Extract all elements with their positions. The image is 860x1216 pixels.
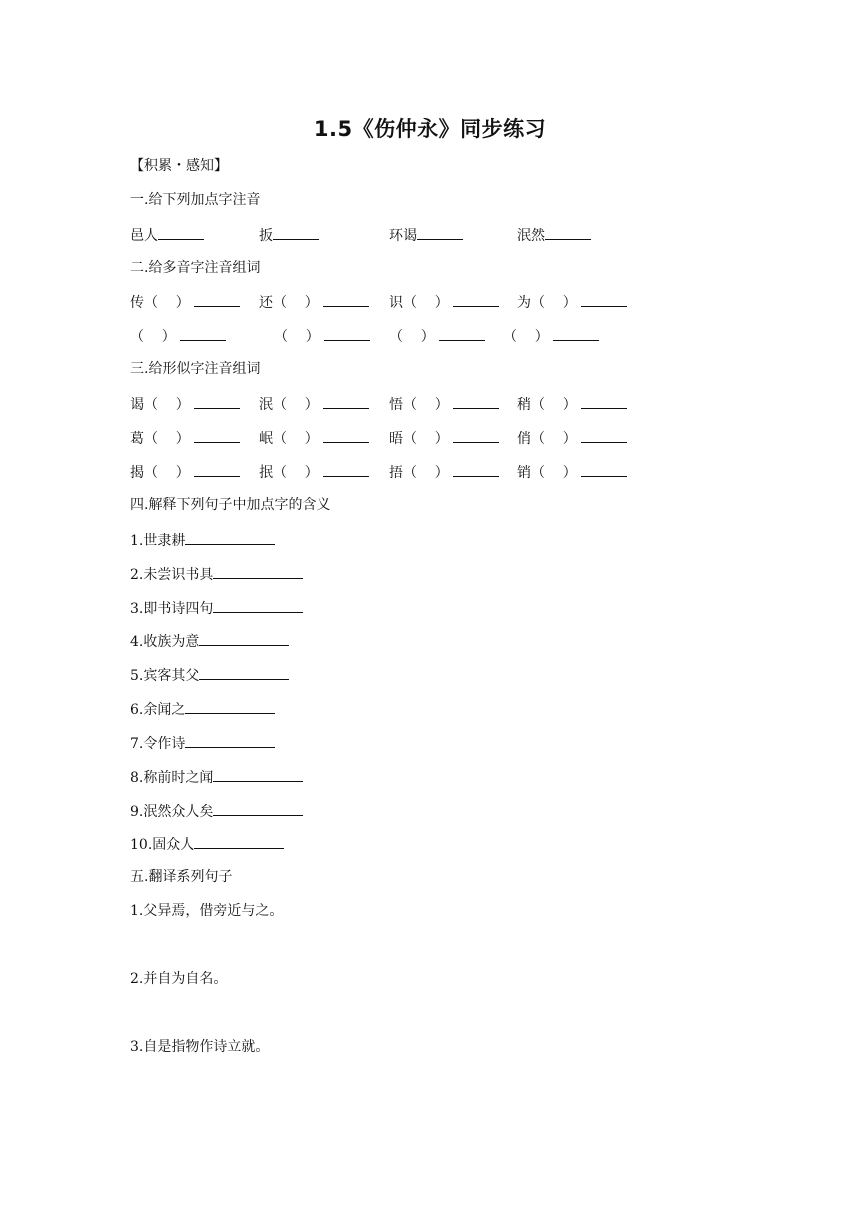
q2-item: 还（ ） bbox=[259, 292, 369, 312]
answer-blank[interactable] bbox=[453, 292, 499, 307]
answer-blank[interactable] bbox=[185, 733, 275, 748]
answer-blank[interactable] bbox=[194, 462, 240, 477]
answer-blank[interactable] bbox=[213, 598, 303, 613]
answer-blank[interactable] bbox=[545, 225, 591, 240]
q3-item: 晤（ ） bbox=[389, 428, 499, 448]
q2-item: 为（ ） bbox=[517, 292, 627, 312]
q4-item: 2.未尝识书具 bbox=[130, 564, 303, 584]
q2-heading: 二.给多音字注音组词 bbox=[130, 260, 261, 276]
q4-heading: 四.解释下列句子中加点字的含义 bbox=[130, 497, 331, 513]
q4-item: 9.泯然众人矣 bbox=[130, 801, 303, 821]
answer-blank[interactable] bbox=[199, 665, 289, 680]
answer-blank[interactable] bbox=[194, 428, 240, 443]
q3-item: 抿（ ） bbox=[259, 462, 369, 482]
answer-blank[interactable] bbox=[453, 394, 499, 409]
q3-item: 稍（ ） bbox=[517, 394, 627, 414]
answer-blank[interactable] bbox=[417, 225, 463, 240]
q5-item: 3.自是指物作诗立就。 bbox=[130, 1039, 270, 1055]
q2-item: 识（ ） bbox=[389, 292, 499, 312]
q2-item: 传（ ） bbox=[130, 292, 240, 312]
q5-item: 1.父异焉，借旁近与之。 bbox=[130, 903, 284, 919]
answer-blank[interactable] bbox=[323, 292, 369, 307]
q1-item: 环谒 bbox=[389, 225, 463, 245]
answer-blank[interactable] bbox=[453, 428, 499, 443]
q4-item: 1.世隶耕 bbox=[130, 530, 275, 550]
q4-item: 5.宾客其父 bbox=[130, 665, 289, 685]
page-title: 1.5《伤仲永》同步练习 bbox=[313, 117, 547, 141]
q5-item: 2.并自为自名。 bbox=[130, 971, 228, 987]
q3-item: 俏（ ） bbox=[517, 428, 627, 448]
answer-blank[interactable] bbox=[439, 326, 485, 341]
q3-heading: 三.给形似字注音组词 bbox=[130, 361, 261, 377]
answer-blank[interactable] bbox=[213, 801, 303, 816]
answer-blank[interactable] bbox=[553, 326, 599, 341]
q4-item: 8.称前时之闻 bbox=[130, 767, 303, 787]
answer-blank[interactable] bbox=[213, 767, 303, 782]
q3-item: 销（ ） bbox=[517, 462, 627, 482]
q2-item-second: （ ） bbox=[389, 326, 485, 346]
section-label: 【积累・感知】 bbox=[130, 158, 228, 174]
answer-blank[interactable] bbox=[158, 225, 204, 240]
answer-blank[interactable] bbox=[581, 292, 627, 307]
answer-blank[interactable] bbox=[180, 326, 226, 341]
q3-item: 揭（ ） bbox=[130, 462, 240, 482]
q3-item: 谒（ ） bbox=[130, 394, 240, 414]
answer-blank[interactable] bbox=[213, 564, 303, 579]
q2-item-second: （ ） bbox=[274, 326, 370, 346]
answer-blank[interactable] bbox=[323, 428, 369, 443]
q3-item: 捂（ ） bbox=[389, 462, 499, 482]
q3-item: 岷（ ） bbox=[259, 428, 369, 448]
answer-blank[interactable] bbox=[194, 834, 284, 849]
q2-item-second: （ ） bbox=[130, 326, 226, 346]
q1-heading: 一.给下列加点字注音 bbox=[130, 192, 261, 208]
answer-blank[interactable] bbox=[581, 394, 627, 409]
answer-blank[interactable] bbox=[185, 530, 275, 545]
answer-blank[interactable] bbox=[194, 292, 240, 307]
q3-item: 泯（ ） bbox=[259, 394, 369, 414]
answer-blank[interactable] bbox=[273, 225, 319, 240]
q3-item: 葛（ ） bbox=[130, 428, 240, 448]
q5-heading: 五.翻译系列句子 bbox=[130, 869, 233, 885]
q4-item: 3.即书诗四句 bbox=[130, 598, 303, 618]
q1-item: 泯然 bbox=[517, 225, 591, 245]
q4-item: 10.固众人 bbox=[130, 834, 284, 854]
q1-item: 邑人 bbox=[130, 225, 204, 245]
q4-item: 6.余闻之 bbox=[130, 699, 275, 719]
q4-item: 4.收族为意 bbox=[130, 631, 289, 651]
answer-blank[interactable] bbox=[581, 462, 627, 477]
answer-blank[interactable] bbox=[453, 462, 499, 477]
answer-blank[interactable] bbox=[323, 394, 369, 409]
answer-blank[interactable] bbox=[581, 428, 627, 443]
answer-blank[interactable] bbox=[185, 699, 275, 714]
answer-blank[interactable] bbox=[323, 462, 369, 477]
q4-item: 7.令作诗 bbox=[130, 733, 275, 753]
answer-blank[interactable] bbox=[324, 326, 370, 341]
answer-blank[interactable] bbox=[199, 631, 289, 646]
q1-item: 扳 bbox=[259, 225, 319, 245]
q2-item-second: （ ） bbox=[503, 326, 599, 346]
q3-item: 悟（ ） bbox=[389, 394, 499, 414]
answer-blank[interactable] bbox=[194, 394, 240, 409]
